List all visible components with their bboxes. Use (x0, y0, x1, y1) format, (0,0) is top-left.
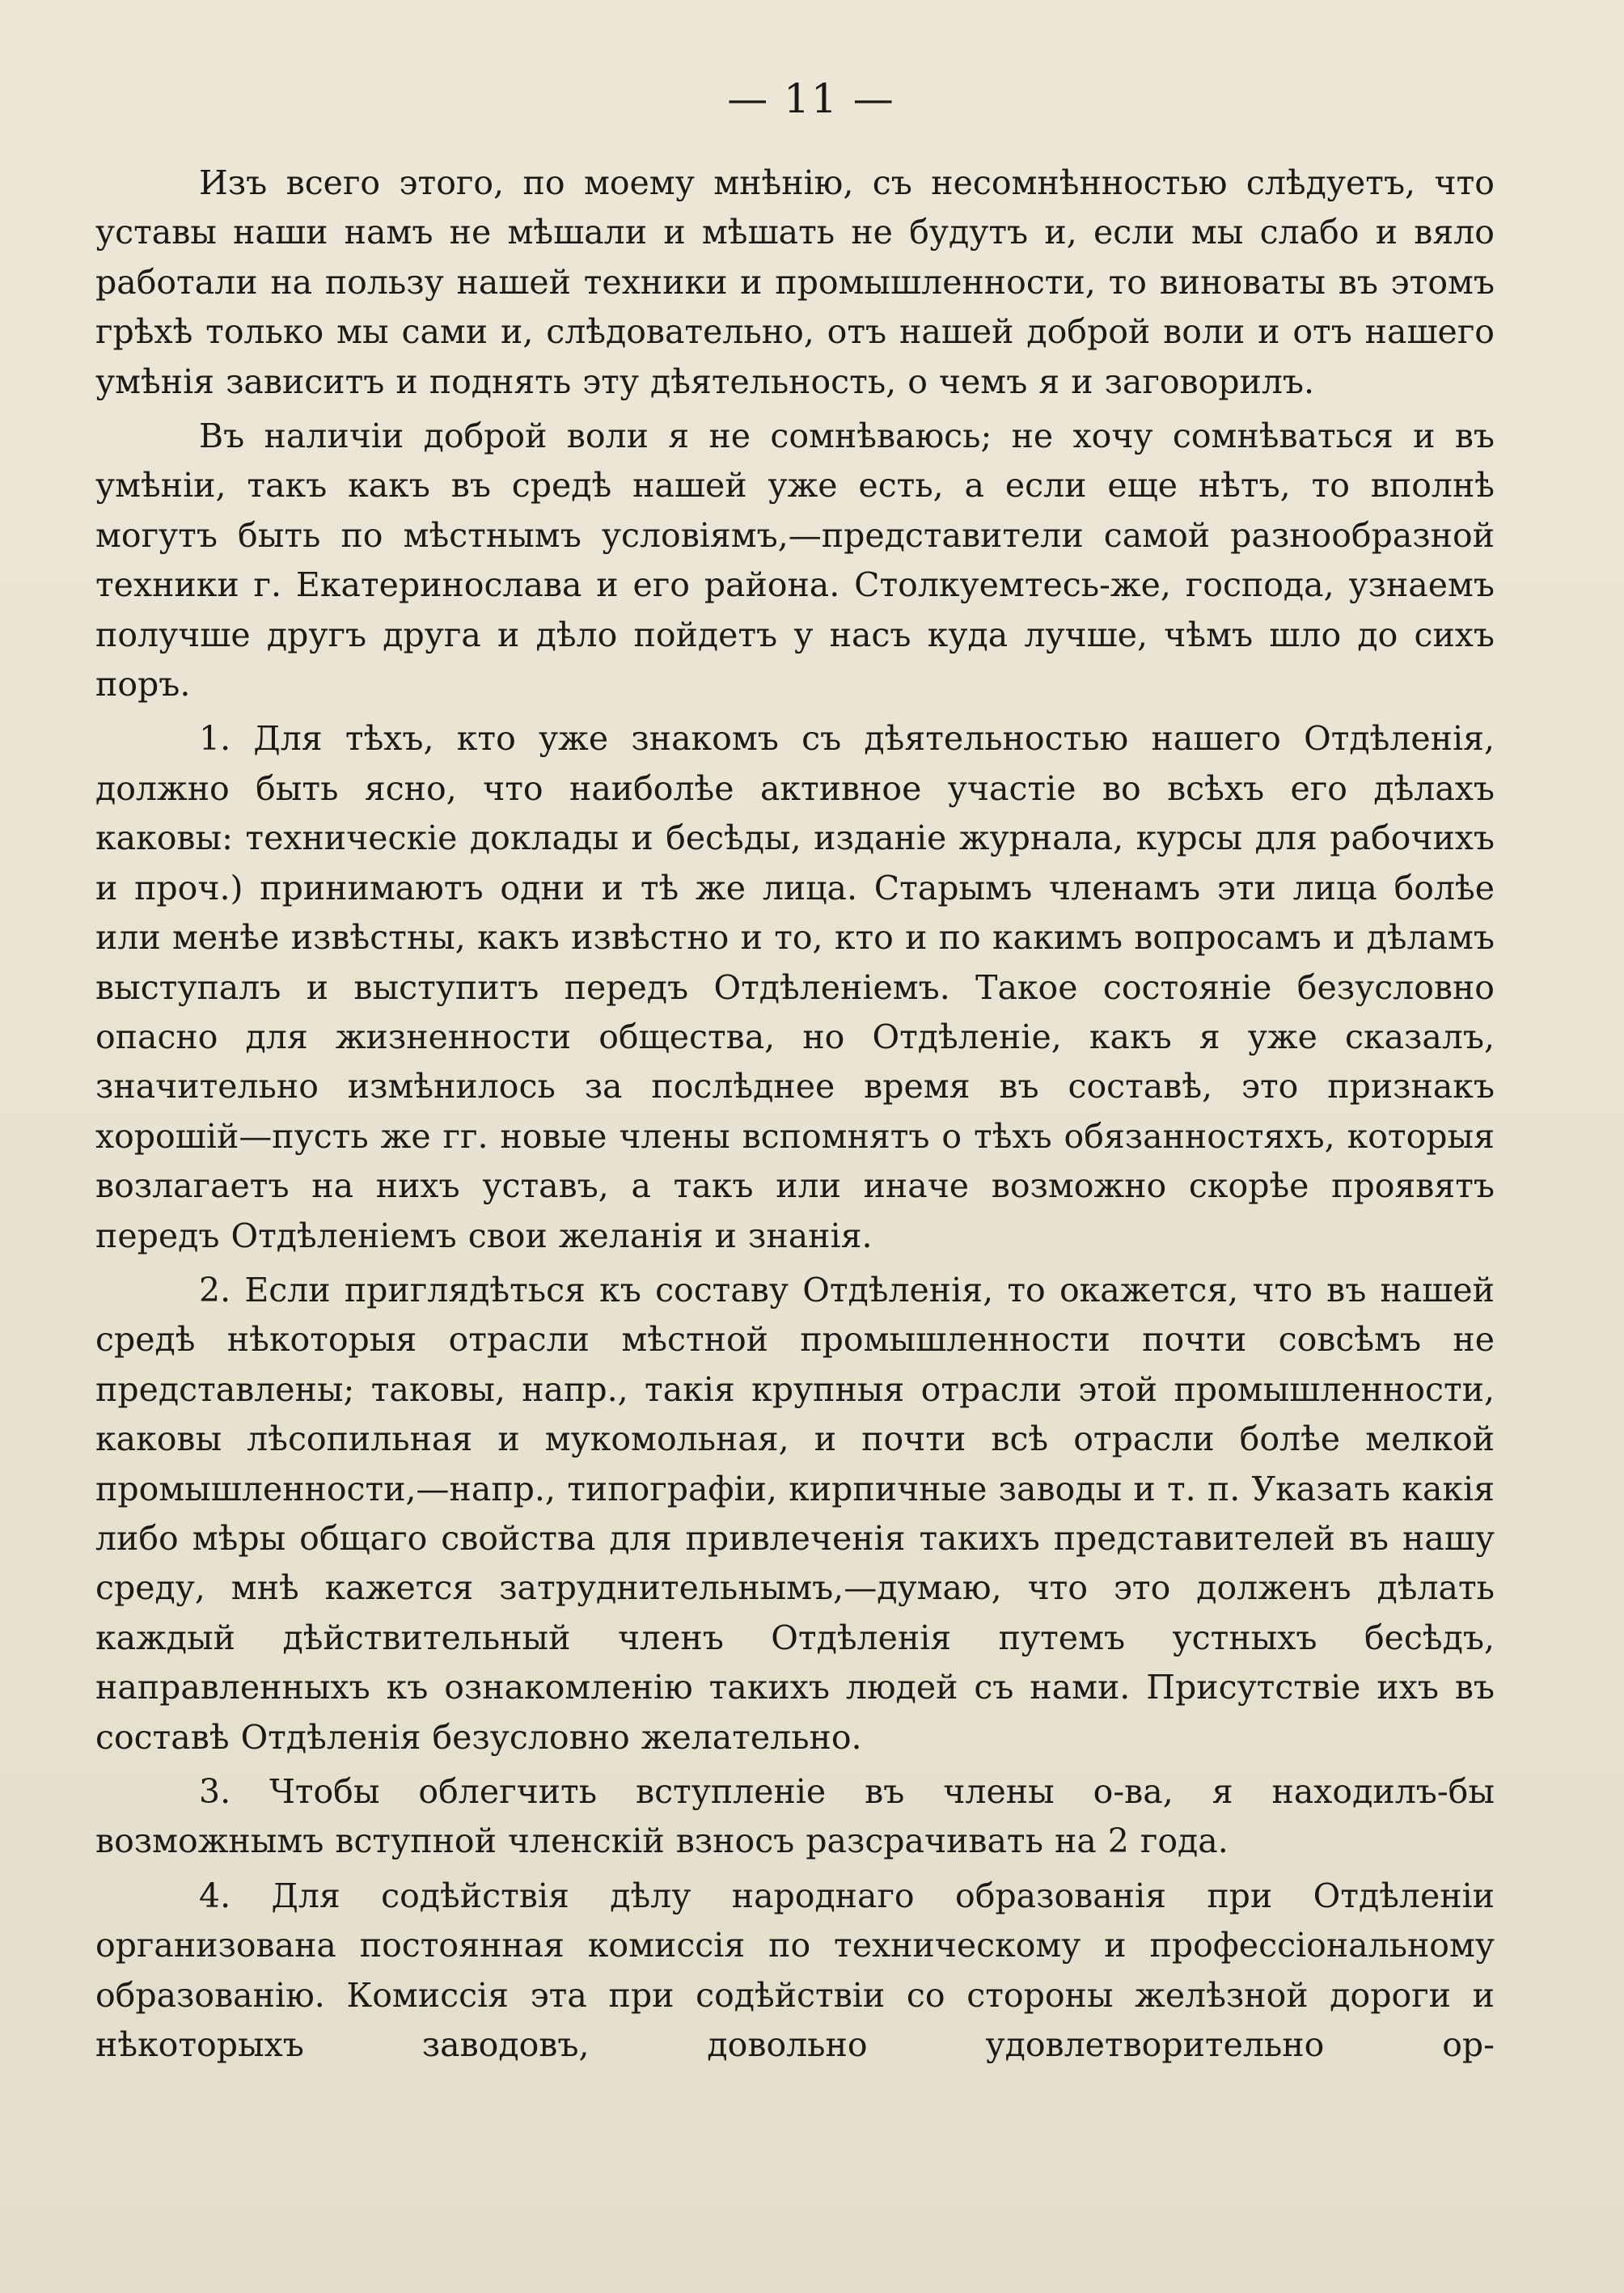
page-number: — 11 — (727, 75, 895, 122)
paragraph-3: 1. Для тѣхъ, кто уже знакомъ съ дѣятельностью нашего Отдѣленія, должно быть ясно, что наиболѣе активное участіе во всѣхъ его дѣлахъ каковы: техническіе доклады и бесѣды, изданіе журнала, курсы для рабочихъ и проч.) принимаютъ одни и тѣ же лица. Старымъ членамъ эти лица болѣе или менѣе извѣстны, какъ извѣстно и то, кто и по какимъ вопросамъ и дѣламъ выступалъ и выступитъ передъ Отдѣленіемъ. Такое состояніе безусловно опасно для жизненности общества, но Отдѣленіе, какъ я уже сказалъ, значительно измѣнилось за послѣднее время въ составѣ, это признакъ хорошій—пусть же гг. новые члены вспомнятъ о тѣхъ обязанностяхъ, которыя возлагаетъ на нихъ уставъ, а такъ или иначе возможно скорѣе проявятъ передъ Отдѣленіемъ свои желанія и знанія. (95, 719, 1495, 1255)
paragraph-4: 2. Если приглядѣться къ составу Отдѣленія, то окажется, что въ нашей средѣ нѣкоторыя отрасли мѣстной промышленности почти совсѣмъ не представлены; таковы, напр., такія крупныя отрасли этой промышленности, каковы лѣсопильная и мукомольная, и почти всѣ отрасли болѣе мелкой промышленности,—напр., типографіи, кирпичные заводы и т. п. Указать какія либо мѣры общаго свойства для привлеченія такихъ представителей въ нашу среду, мнѣ кажется затруднительнымъ,—думаю, что это долженъ дѣлать каждый дѣйствительный членъ Отдѣленія путемъ устныхъ бесѣдъ, направленныхъ къ ознакомленію такихъ людей съ нами. Присутствіе ихъ въ составѣ Отдѣленія безусловно желательно. (95, 1270, 1495, 1757)
paragraph-1: Изъ всего этого, по моему мнѣнію, съ несомнѣнностью слѣдуетъ, что уставы наши намъ не мѣшали и мѣшать не будутъ и, если мы слабо и вяло работали на пользу нашей техники и промышленности, то виноваты въ этомъ грѣхѣ только мы сами и, слѣдовательно, отъ нашей доброй воли и отъ нашего умѣнія зависитъ и поднять эту дѣятельность, о чемъ я и заговорилъ. (95, 163, 1495, 401)
paragraph-5: 3. Чтобы облегчить вступленіе въ члены о-ва, я находилъ-бы возможнымъ вступной членскій взносъ разсрачивать на 2 года. (95, 1772, 1495, 1861)
paragraph-6: 4. Для содѣйствія дѣлу народнаго образованія при Отдѣленіи организована постоянная комиссія по техническому и профессіональному образованію. Комиссія эта при содѣйствіи со стороны желѣзной дороги и нѣкоторыхъ заводовъ, довольно удовлетворительно ор- (95, 1876, 1495, 2065)
paragraph-2: Въ наличіи доброй воли я не сомнѣваюсь; не хочу сомнѣваться и въ умѣніи, такъ какъ въ средѣ нашей уже есть, а если еще нѣтъ, то вполнѣ могутъ быть по мѣстнымъ условіямъ,—представители самой разнообразной техники г. Екатеринослава и его района. Столкуемтесь-же, господа, узнаемъ получше другъ друга и дѣло пойдетъ у насъ куда лучше, чѣмъ шло до сихъ поръ. (95, 417, 1495, 704)
